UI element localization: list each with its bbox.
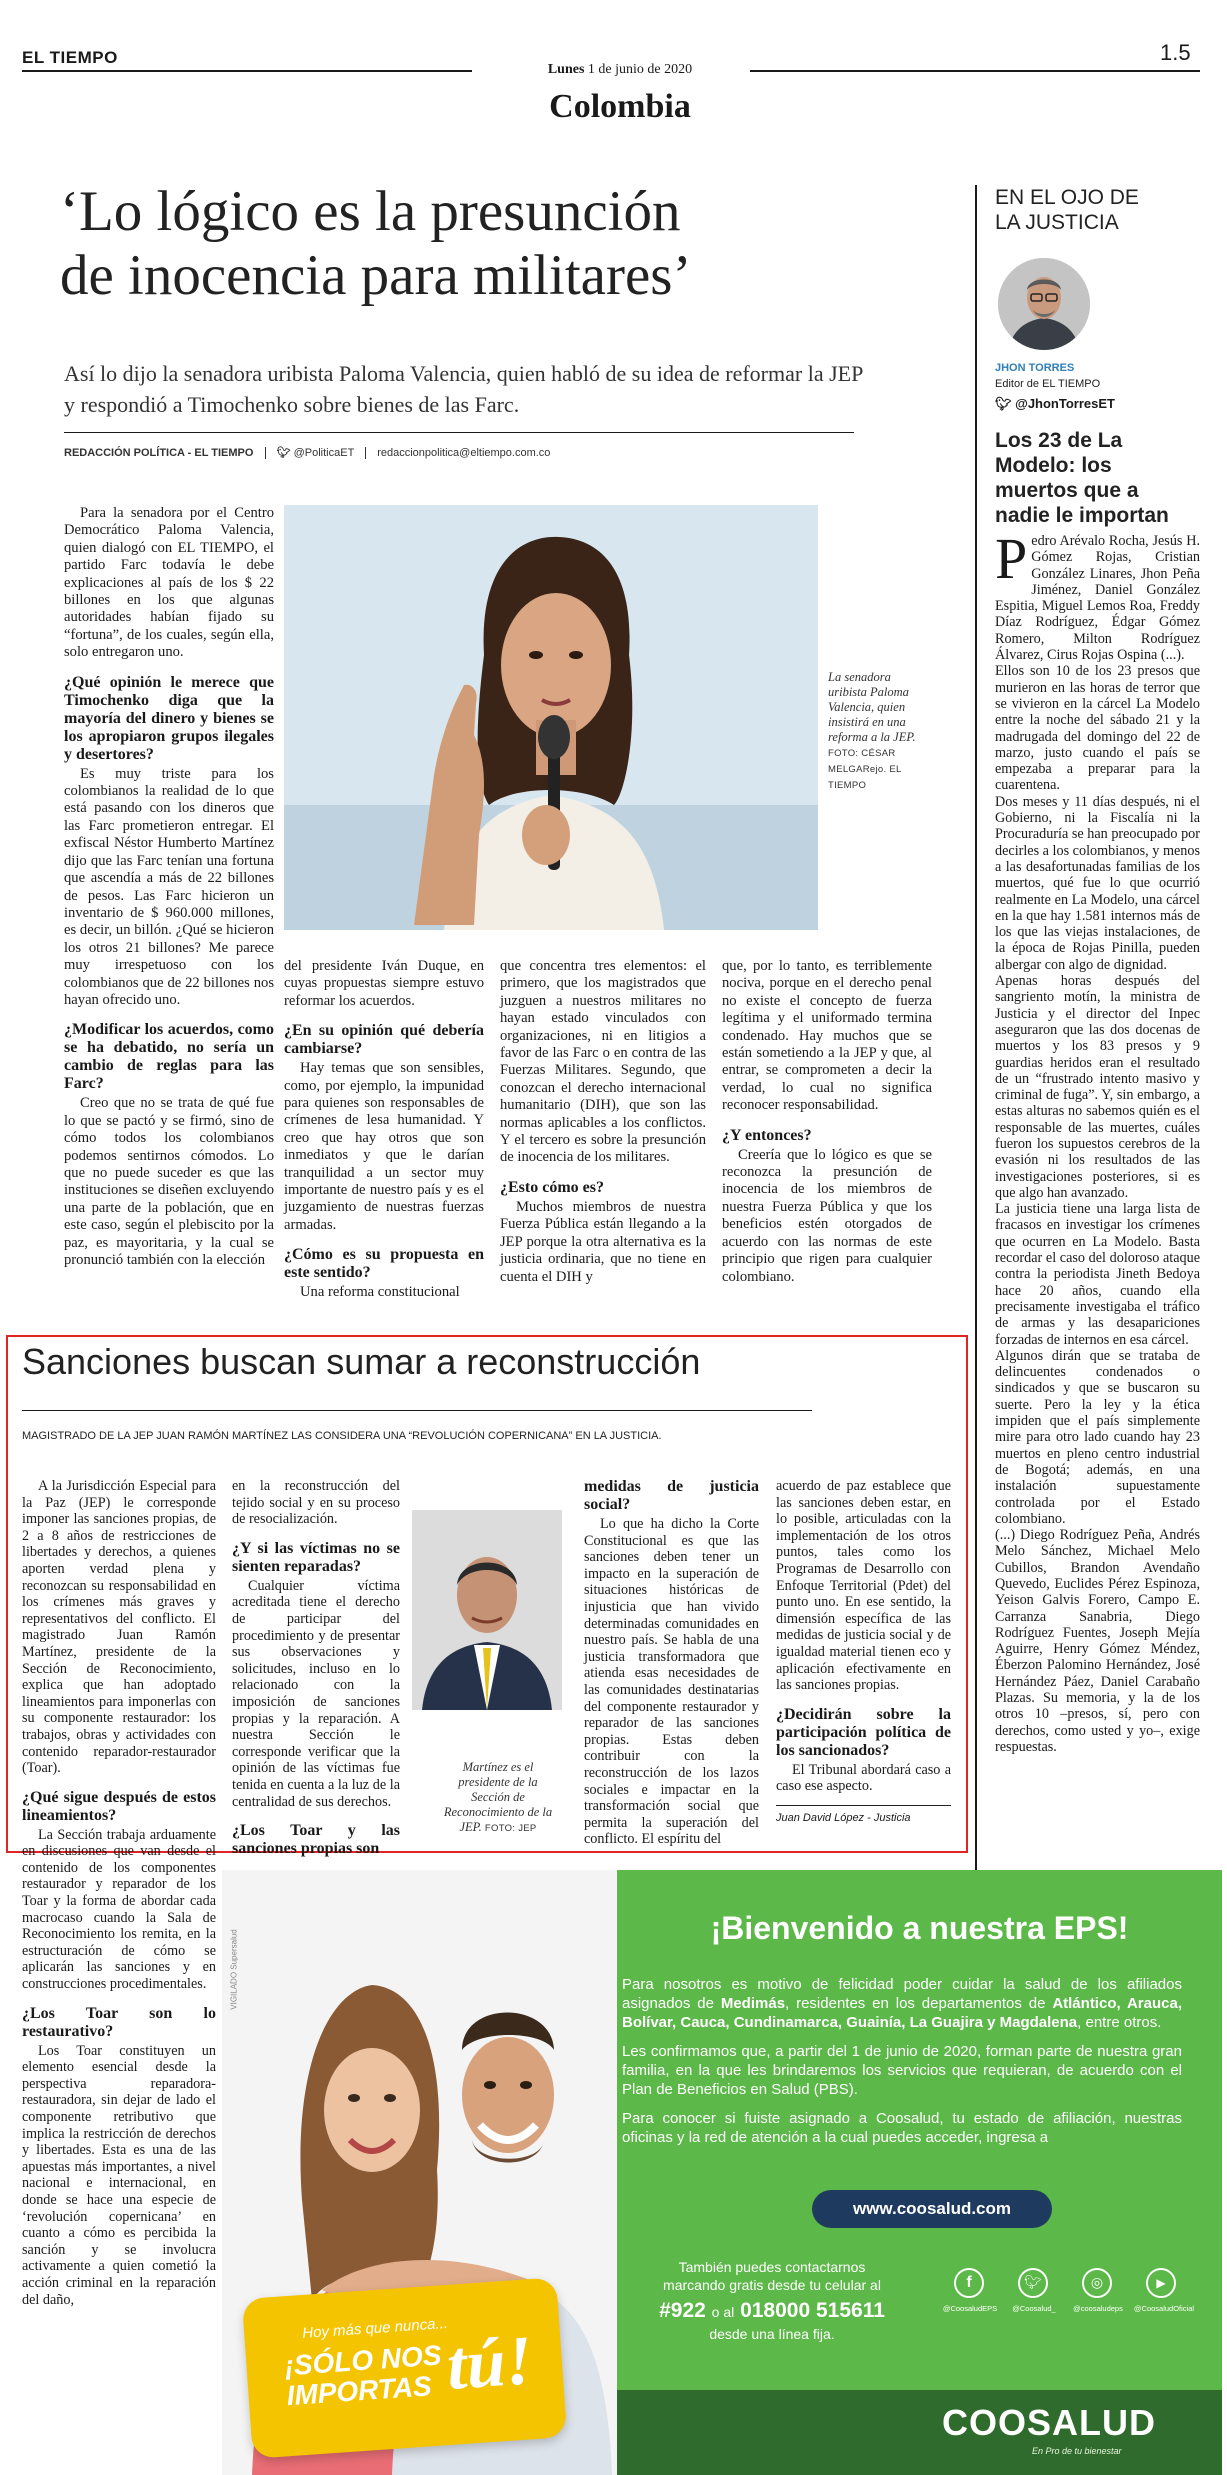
box-photo-credit: FOTO: JEP [484,1823,537,1834]
ad-paragraph-2: Les confirmamos que, a partir del 1 de junio de 2020, forman parte de nuestra gran familia, en la que les brindaremos los servicios que requieran, de acuerdo con el Plan de Beneficios en Salud (PBS). [622,2043,1182,2098]
author-avatar [998,258,1090,350]
column-paragraph-2: Ellos son 10 de los 23 presos que murieron en las horas de terror que se vivieron en la cárcel La Modelo entre la noche del sábado 21 y la madrugada del domingo del 22 de marzo, justo cuando el país se empezaba a preparar para la cuarentena. [995,663,1200,794]
ad-contact-line1: También puedes contactarnos [678,2259,866,2275]
twitter-icon[interactable]: 🐦︎ [1018,2268,1048,2298]
question-2: ¿Modificar los acuerdos, como se ha debatido, no sería un cambio de reglas para las Farc? [64,1021,274,1093]
main-photo-caption-text: La senadora uribista Paloma Valencia, quien insistirá en una reforma a la JEP. [828,670,916,744]
ad-headline: ¡Bienvenido a nuestra EPS! [710,1910,1129,1946]
question-3: ¿En su opinión qué debería cambiarse? [284,1022,484,1058]
box-headline: Sanciones buscan sumar a reconstrucción [22,1341,701,1382]
main-col-1 [64,505,274,1269]
ad-phone-short[interactable]: #922 [659,2299,706,2322]
social-handle-3[interactable]: @coosaludeps [1073,2304,1123,2313]
ad-brand-logo: COOSALUD [942,2402,1156,2443]
box-question-5: ¿Decidirán sobre la participación política de los sancionados? [776,1705,951,1759]
byline-email[interactable]: redaccionpolitica@eltiempo.com.co [377,447,551,459]
column-paragraph-6: Algunos dirán que se trataba de delincuentes condenados o sindicados y que se buscaron su suerte. Pero la ley y la ética impiden que el país simplemente mire para otro lado cuando hay 23 muertos en pleno centro industrial de Bogotá; además, en una instalación supuestamente controlada por el Estado colombiano. [995,1347,1200,1527]
answer-4: Una reforma constitucional [300,1284,460,1301]
main-photo-credit: FOTO: CÉSAR MELGARejo. EL TIEMPO [828,748,902,791]
date-rest: 1 de junio de 2020 [587,62,693,77]
masthead-rule-right [750,70,1200,72]
issue-date [520,62,720,78]
box-question-2: ¿Los Toar son lo restaurativo? [22,2004,216,2040]
main-col-2 [284,958,484,1302]
ad-slogan-badge [242,2277,567,2459]
box-answer-2: Los Toar constituyen un elemento esencial desde la perspectiva reparadora-restauradora, sin dejar de lado el componente retributivo que implica la restricción de derechos y libertades. Esta es una de las apuestas más importantes, a nivel nacional e internacional, en donde se hace una especie de ‘revolución copernicana’ en cuanto a cómo es percibida la sanción y se involucra activamente a quien cometió la acción criminal en la reparación del daño, [22,2042,216,2308]
ad-url-button[interactable]: www.coosalud.com [812,2190,1052,2228]
box-col-4 [776,1478,951,1827]
answer-5-continued: que, por lo tanto, es terriblemente nociva, porque en el derecho penal no existe el concepto de fuerza legítima y el uniformado termina condenado. Hay muchos que se están sometiendo a la JEP y que, al entrar, se comprometen a decir la verdad, lo cual no significa reconocer responsabilidad. [722,958,932,1114]
box-answer-4-continued: acuerdo de paz establece que las sanciones deben estar, en lo posible, articuladas con la implementación de los otros puntos, tales como los Programas de Desarrollo con Enfoque Territorial (Pdet) del punto uno. En ese sentido, la dimensión específica de las medidas de justicia social y de igualdad material tienen eco y aplicación efectivamente en las sanciones propias. [776,1478,951,1694]
box-kicker: MAGISTRADO DE LA JEP JUAN RAMÓN MARTÍNEZ LAS CONSIDERA UNA “REVOLUCIÓN COPERNICANA” EN LA JUSTICIA. [22,1430,662,1442]
box-question-1: ¿Qué sigue después de estos lineamientos? [22,1788,216,1824]
column-kicker [995,185,1139,235]
box-photo-caption [438,1760,558,1836]
column-left-border [975,185,977,1995]
column-title: Los 23 de La Modelo: los muertos que a nadie le importan [995,429,1169,527]
answer-3: Hay temas que son sensibles, como, por ejemplo, la impunidad para quienes son responsables de crímenes de lesa humanidad. Y creo que hay otros que son inmediatos y que le darían tranquilidad a un sector muy importante de nuestro país y es el juzgamiento de nuestras fuerzas armadas. [284,1060,484,1233]
twitter-icon: 🐦︎ [276,447,291,459]
column-body [995,526,1200,1755]
box-col-2 [232,1478,400,1860]
twitter-icon: 🐦︎ [995,396,1012,411]
ad-contact-line2: marcando gratis desde tu celular al [663,2277,881,2293]
box-photo [412,1510,562,1710]
main-headline [60,180,960,308]
box-intro: A la Jurisdicción Especial para la Paz (JEP) le corresponde imponer las sanciones propias, de 2 a 8 años de restricciones de libertades y derechos, a quienes aporten verdad plena y reconozcan su responsabilidad en los crímenes más graves y representativos del conflicto. El magistrado Juan Ramón Martínez, presidente de la Sección de Reconocimiento, explica que han adoptado lineamientos para imponerlas con su componente restaurador: los trabajos, obras y actividades con contenido reparador-restaurador (Toar). [22,1478,216,1777]
box-question-3: ¿Y si las víctimas no se sienten reparadas? [232,1539,400,1575]
coosalud-ad [222,1870,1222,2475]
main-col-3 [500,958,706,1286]
box-question-4-continued: medidas de justicia social? [584,1478,759,1513]
ad-phone-long[interactable]: 018000 515611 [740,2299,885,2322]
column-drop-cap: P [995,526,1028,591]
box-col-1 [22,1478,216,2308]
ad-contact-line3: desde una línea fija. [709,2326,835,2342]
answer-2: Creo que no se trata de qué fue lo que se pactó y se firmó, sino de cómo todos los colombianos podemos sentirnos cómodos. Lo que no puede suceder es que las instituciones se diseñen excluyendo una parte de la población, que en este caso, según el plebiscito por la paz, es mayoritaria, y la cual se pronunció también con la elección [64,1095,274,1268]
main-headline-line1: ‘Lo lógico es la presunción [60,180,681,243]
byline-twitter[interactable]: @PoliticaET [293,447,355,459]
masthead-rule-left [22,70,472,72]
author-portrait-illustration [998,258,1090,350]
column-kicker-line2: LA JUSTICIA [995,211,1119,234]
box-answer-1: La Sección trabaja arduamente en discusiones que van desde el contenido de los componentes restaurador y reparador de los Toar y la forma de abordar cada macrocaso cuando la Sala de Reconocimiento los remita, en la estructuración de cómo se aplicarán las sanciones y en construcciones procedimentales. [22,1826,216,1993]
instagram-icon[interactable]: ◎ [1082,2268,1112,2298]
section-title: Colombia [549,88,691,125]
facebook-icon[interactable]: f [954,2268,984,2298]
column-paragraph-1: P edro Arévalo Rocha, Jesús H. Gómez Rojas, Cristian González Linares, Jhon Peña Jiménez, Daniel González Espitia, Miguel Lemos Roa, Freddy Díaz Rodríguez, Édgar Gómez Romero, Milton Rodríguez Álvarez, Cirus Rojas Ospina (...). [995,526,1200,664]
ad-text [622,1975,1182,2147]
main-photo-caption [828,670,918,793]
ad-contact [622,2258,922,2343]
byline-row [64,446,550,459]
box-photo-caption-text: Martínez es el presidente de la Sección de Reconocimiento de la JEP. [443,1760,553,1834]
answer-2-continued: del presidente Iván Duque, en cuyas propuestas siempre estuvo reformar los acuerdos. [284,958,484,1009]
ad-slogan-small: Hoy más que nunca... [301,2314,449,2343]
column-author: JHON TORRES [995,362,1075,374]
box-signature: Juan David López - Justicia [776,1805,951,1827]
column-author-role: Editor de EL TIEMPO [995,378,1101,390]
question-4: ¿Cómo es su propuesta en este sentido? [284,1246,484,1282]
question-1: ¿Qué opinión le merece que Timochenko diga que la mayoría del dinero y bienes se los apropiaron grupos ilegales y desertores? [64,673,274,763]
ad-phone-row: #922 o al 018000 515611 [659,2299,885,2322]
main-photo [284,505,818,930]
intro-paragraph: Para la senadora por el Centro Democrático Paloma Valencia, quien dialogó con EL TIEMPO, el partido Farc todavía le debe explicaciones al país de los $ 22 billones en los que algunas autoridades habían fijado su “fortuna”, de los cuales, según ella, solo entregaron uno. [64,505,274,661]
ad-photo-panel [222,1870,617,2475]
box-answer-4: Lo que ha dicho la Corte Constitucional es que las sanciones deben tener un impacto en la superación de situaciones históricas de injusticia que han vivido determinadas comunidades en nuestro país. Se habla de una justicia transformadora que atienda esas necesidades de las comunidades destinatarias del componente restaurador y reparador de las sanciones propias. Estas deben contribuir con la reconstrucción de los lazos sociales e impactar en la transformación social que permita la superación del conflicto. El espíritu del [584,1516,759,1848]
column-twitter[interactable]: @JhonTorresET [1015,396,1115,411]
box-answer-5: El Tribunal abordará caso a caso ese aspecto. [776,1761,951,1795]
box-question-4: ¿Los Toar y las sanciones propias son [232,1822,400,1858]
youtube-icon[interactable]: ▶ [1146,2268,1176,2298]
byline: REDACCIÓN POLÍTICA - EL TIEMPO [64,447,254,459]
answer-5: Muchos miembros de nuestra Fuerza Pública están llegando a la JEP porque la otra alternativa es la justicia ordinaria, que no tiene en cuenta el DIH y [500,1198,706,1285]
answer-4-continued: que concentra tres elementos: el primero, que los magistrados que juzguen a nuestros militares no hayan estado vinculados con organizaciones, ni en litigios a favor de las Farc o en contra de las Fuerzas Militares. Segundo, que conozcan el derecho internacional humanitario (DIH), que son las normas aplicables a los conflictos. Y el tercero es sobre la presunción de inocencia de los militares. [500,958,706,1166]
box-answer-2-continued: en la reconstrucción del tejido social y en su proceso de resocialización. [232,1478,400,1528]
column-paragraph-3: Dos meses y 11 días después, ni el Gobierno, ni la Fiscalía ni la Procuraduría se han preocupado por decirles a los colombianos, y menos a las desafortunadas familias de los muertos, qué fue lo que ocurrió realmente en La Modelo, una cárcel en la que hay 1.581 internos más de los que las viejas instalaciones, de la época de Rojas Pinilla, pueden albergar con algo de dignidad. [995,793,1200,973]
box-col-3 [584,1478,759,1848]
column-paragraph-4: Apenas horas después del sangriento motín, la ministra de Justicia y el director del Inpec aseguraron que las dos docenas de muertos y los 83 presos y 9 guardias heridos eran el resultado de un “frustrado intento masivo y criminal de fuga”. Y, sin embargo, a estas alturas no sabemos quién es el responsable de las muertes, cuáles fueron los supuestos cerebros de la evasión ni los resultados de las investigaciones posteriores, si es que algo han avanzado. [995,973,1200,1201]
column-paragraph-7: (...) Diego Rodríguez Peña, Andrés Melo Sánchez, Michael Melo Cubillos, Brandon Avendaño Quevedo, Euclides Pérez Espinoza, Yeison Galvis Forero, Campo E. Carranza Sanabria, Diego Rodríguez Fuentes, Joseph Mejía Aguirre, Henry Gómez Méndez, Éberzon Palomino Hernández, José Hernández Páez, Daniel Carabaño Plazas. Su memoria, y la de los otros 10 –presos, sí, pero con derechos, como usted y yo–, exige respuestas. [995,1527,1200,1755]
social-handle-4[interactable]: @CoosaludOficial [1133,2304,1195,2313]
ad-slogan-big: ¡SÓLO NOS IMPORTAS [283,2339,443,2412]
main-col-4 [722,958,932,1286]
ad-slogan-tu: tú! [444,2322,536,2405]
page-number: 1.5 [1160,40,1191,65]
question-5: ¿Esto cómo es? [500,1178,604,1196]
magistrate-photo-illustration [412,1510,562,1710]
column-kicker-line1: EN EL OJO DE [995,186,1139,209]
ad-brand-tagline: En Pro de tu bienestar [1032,2446,1122,2456]
ad-paragraph-1: Para nosotros es motivo de felicidad poder cuidar la salud de los afiliados asignados de Medimás, residentes en los departamentos de Atlántico, Arauca, Bolívar, Cauca, Cundinamarca, Guainía, La Guajira y Magdalena, entre otros. [622,1976,1182,2031]
date-day: Lunes [547,62,585,77]
answer-6: Creería que lo lógico es que se reconozca la presunción de inocencia de los miembros de nuestra Fuerza Pública y que los beneficios estén otorgados de acuerdo con las normas de este principio que rigen para cualquier colombiano. [722,1146,932,1285]
senator-photo-illustration [284,505,818,930]
dek-rule [64,432,854,433]
main-dek: Así lo dijo la senadora uribista Paloma Valencia, quien habló de su idea de reformar la JEP y respondió a Timochenko sobre bienes de las Farc. [64,361,863,417]
paper-name: EL TIEMPO [22,48,118,67]
social-handle-2[interactable]: @Coosalud_ [1012,2304,1056,2313]
box-headline-rule [22,1410,812,1411]
ad-vigilado-label: VIGILADO Supersalud [229,1929,239,2010]
ad-paragraph-3: Para conocer si fuiste asignado a Coosalud, tu estado de afiliación, nuestras oficinas y la red de atención a la cual puedes acceder, ingresa a [622,2110,1182,2146]
box-answer-3: Cualquier víctima acreditada tiene el derecho de participar del procedimiento y de presentar sus observaciones y solicitudes, incluso en lo relacionado con la imposición de sanciones propias y la reparación. A nuestra Sección le corresponde verificar que la opinión de las víctimas fue tenida en cuenta a la luz de la centralidad de sus derechos. [232,1577,400,1810]
answer-1: Es muy triste para los colombianos la realidad de lo que está pasando con los dineros que las Farc prometieron entregar. El exfiscal Néstor Humberto Martínez dijo que las Farc tenían una fortuna que ascendía a más de 22 billones de pesos. Las Farc hicieron un inventario de $ 960.000 millones, es decir, un billón. ¿Qué se hicieron los otros 21 billones? Me parece muy irrespetuoso con los colombianos que de 22 billones nos hayan ofrecido uno. [64,765,274,1008]
question-6: ¿Y entonces? [722,1126,812,1144]
column-paragraph-5: La justicia tiene una larga lista de fracasos en investigar los crímenes que ocurren en La Modelo. Basta recordar el caso del doloroso ataque contra la periodista Jineth Bedoya hace 20 años, cuando ella precisamente investigaba el tráfico de armas y las desapariciones forzadas de internos en esa cárcel. [995,1201,1200,1348]
column-twitter-row [995,396,1115,412]
social-handle-1[interactable]: @CoosaludEPS [942,2304,998,2313]
ad-social-row [940,2268,1210,2328]
main-headline-line2: de inocencia para militares’ [60,244,692,307]
